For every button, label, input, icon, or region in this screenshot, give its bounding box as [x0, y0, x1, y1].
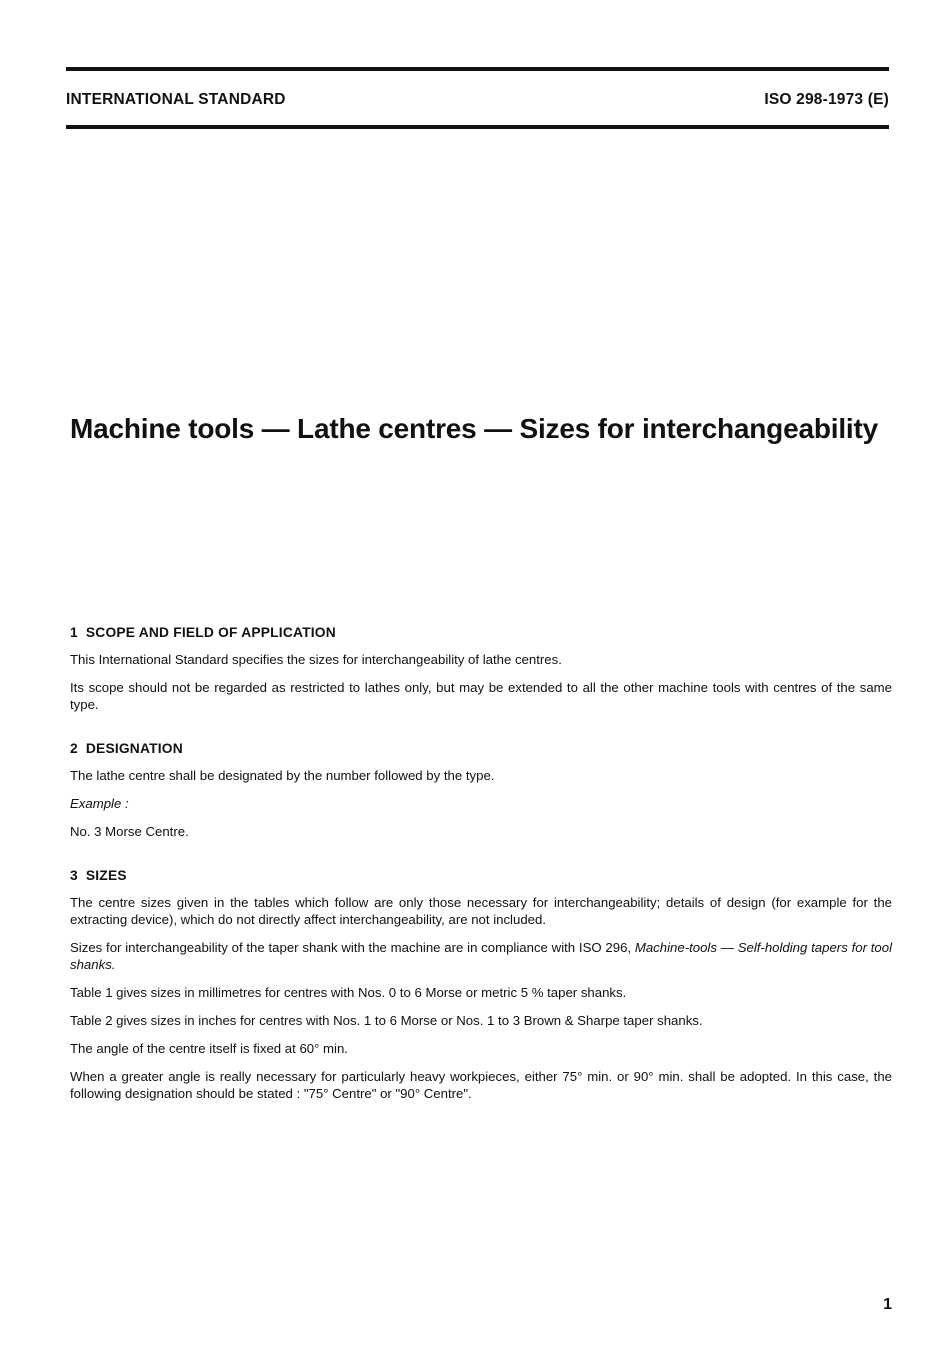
header-bottom-rule — [66, 125, 889, 129]
document-title: Machine tools — Lathe centres — Sizes for interchangeability — [70, 413, 878, 444]
iso-reference-text: Sizes for interchangeability of the taper shank with the machine are in compliance with ISO 296, — [70, 940, 635, 955]
example-text: No. 3 Morse Centre. — [70, 824, 189, 839]
section-title: SCOPE AND FIELD OF APPLICATION — [85, 625, 336, 640]
document-body — [70, 624, 892, 1113]
section-number: 2 — [70, 741, 78, 756]
section-heading — [70, 624, 892, 641]
standard-number: ISO 298-1973 (E) — [764, 91, 889, 108]
paragraph: This International Standard specifies the sizes for interchangeability of lathe centres. — [70, 652, 562, 667]
page-number: 1 — [883, 1296, 892, 1313]
section-title: SIZES — [85, 868, 127, 883]
paragraph: The centre sizes given in the tables which follow are only those necessary for interchangeability; details of design (for example for the extracting device), which do not directly affect interchangeability, are not included. — [70, 895, 892, 927]
paragraph: Table 2 gives sizes in inches for centres with Nos. 1 to 6 Morse or Nos. 1 to 3 Brown & Sharpe taper shanks. — [70, 1013, 703, 1028]
section-sizes — [70, 867, 892, 1102]
section-number: 3 — [70, 868, 78, 883]
section-title: DESIGNATION — [85, 741, 183, 756]
iso-reference-title: Machine-tools — Self-holding tapers for tool shanks. — [70, 940, 892, 972]
header-top-rule — [66, 67, 889, 71]
paragraph: Its scope should not be regarded as restricted to lathes only, but may be extended to all the other machine tools with centres of the same type. — [70, 680, 892, 712]
section-heading — [70, 740, 892, 757]
document-type-label: INTERNATIONAL STANDARD — [66, 91, 286, 108]
paragraph: When a greater angle is really necessary for particularly heavy workpieces, either 75° min. or 90° min. shall be adopted. In this case, the following designation should be stated : "75° Centre" or "90° Centre". — [70, 1069, 892, 1101]
section-heading — [70, 867, 892, 884]
paragraph: The lathe centre shall be designated by the number followed by the type. — [70, 768, 495, 783]
example-label: Example : — [70, 796, 129, 811]
section-scope — [70, 624, 892, 713]
paragraph: The angle of the centre itself is fixed at 60° min. — [70, 1041, 348, 1056]
section-number: 1 — [70, 625, 78, 640]
section-designation — [70, 740, 892, 840]
paragraph — [70, 939, 892, 973]
paragraph: Table 1 gives sizes in millimetres for centres with Nos. 0 to 6 Morse or metric 5 % taper shanks. — [70, 985, 627, 1000]
